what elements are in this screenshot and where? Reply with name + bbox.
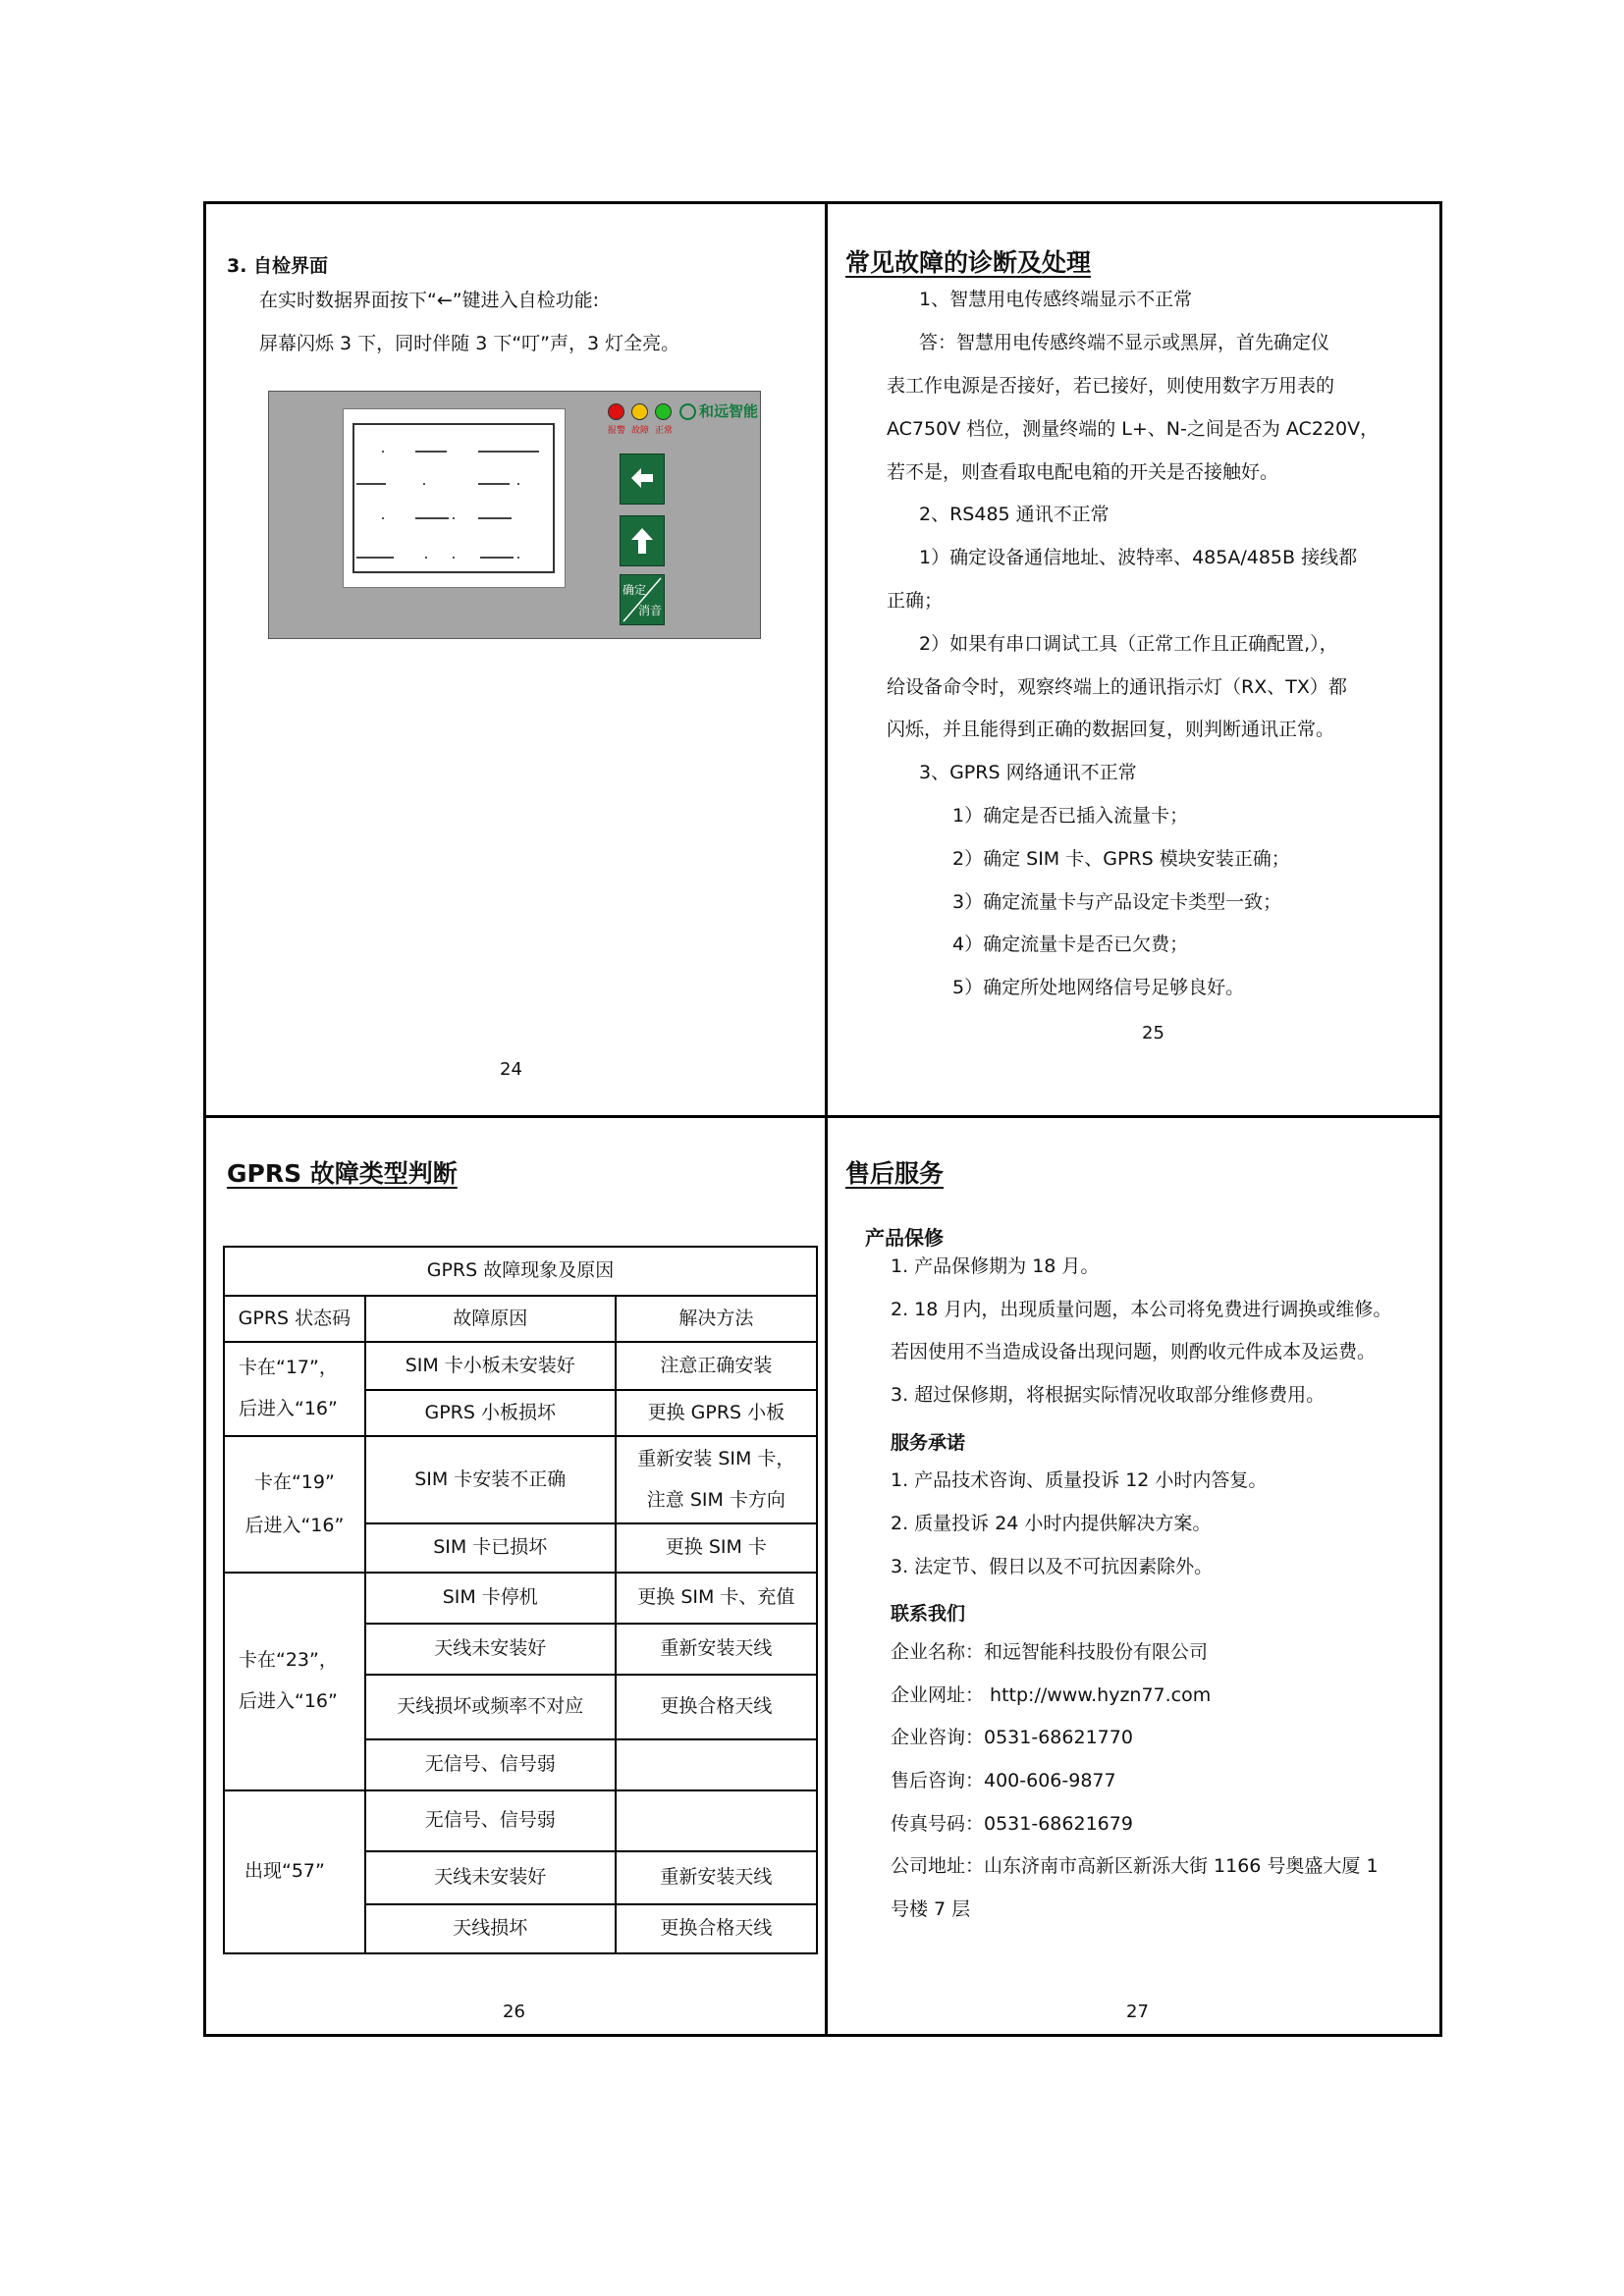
- diag-line-1: 1、智慧用电传感终端显示不正常: [919, 289, 1193, 310]
- contact-heading: 联系我们: [891, 1603, 966, 1625]
- device-panel-illustration: [268, 391, 761, 639]
- status-code-cell: 卡在“19” 后进入“16”: [224, 1436, 365, 1573]
- page-26: [206, 1118, 825, 2037]
- diag-line-4: AC750V 档位，测量终端的 L+、N-之间是否为 AC220V，: [887, 418, 1380, 440]
- cause-cell: 无信号、信号弱: [365, 1739, 616, 1790]
- normal-led-icon: [655, 403, 672, 420]
- page-number-27: 27: [1126, 2002, 1149, 2022]
- promise-line-1: 1. 产品技术咨询、质量投诉 12 小时内答复。: [891, 1469, 1268, 1491]
- table-caption: GPRS 故障现象及原因: [224, 1247, 817, 1296]
- cause-cell: SIM 卡小板未安装好: [365, 1342, 616, 1390]
- self-check-heading: 3. 自检界面: [227, 255, 329, 277]
- diag-line-2: 答：智慧用电传感终端不显示或黑屏，首先确定仪: [919, 332, 1330, 353]
- header-status-code: GPRS 状态码: [224, 1296, 365, 1342]
- table-row: [224, 1790, 817, 1851]
- led-label-fault: 故障: [631, 426, 650, 436]
- self-check-line-2: 屏幕闪烁 3 下，同时伴随 3 下“叮”声，3 灯全亮。: [259, 333, 680, 354]
- fix-cell: [616, 1739, 817, 1790]
- diag-line-8: 正确；: [887, 590, 944, 612]
- page-number-24: 24: [500, 1059, 522, 1080]
- fault-led-icon: [631, 403, 648, 420]
- page-27: [828, 1118, 1442, 2037]
- led-label-alarm: 报警: [608, 426, 626, 436]
- cause-cell: 天线未安装好: [365, 1851, 616, 1904]
- contact-inquiry-phone: 企业咨询：0531-68621770: [891, 1727, 1133, 1748]
- diag-line-12: 3、GPRS 网络通讯不正常: [919, 762, 1137, 783]
- contact-fax: 传真号码：0531-68621679: [891, 1813, 1133, 1835]
- warranty-line-1: 1. 产品保修期为 18 月。: [891, 1255, 1100, 1277]
- table-row: [224, 1436, 817, 1523]
- table-caption-row: [224, 1247, 817, 1296]
- fix-cell: 重新安装 SIM 卡， 注意 SIM 卡方向: [616, 1436, 817, 1523]
- fix-cell: 重新安装天线: [616, 1851, 817, 1904]
- promise-line-2: 2. 质量投诉 24 小时内提供解决方案。: [891, 1513, 1212, 1534]
- contact-website: 企业网址： http://www.hyzn77.com: [891, 1684, 1212, 1706]
- warranty-heading: 产品保修: [865, 1226, 944, 1250]
- service-promise-heading: 服务承诺: [891, 1432, 966, 1454]
- diag-line-15: 3）确定流量卡与产品设定卡类型一致；: [952, 891, 1282, 913]
- brand-logo: 和远智能: [679, 400, 758, 421]
- gprs-fault-table: [223, 1246, 818, 1954]
- warranty-line-4: 3. 超过保修期，将根据实际情况收取部分维修费用。: [891, 1384, 1326, 1406]
- fix-cell: 更换 SIM 卡、充值: [616, 1573, 817, 1624]
- fix-cell: 注意正确安装: [616, 1342, 817, 1390]
- page-24: [206, 204, 825, 1115]
- contact-address-line-1: 公司地址：山东济南市高新区新泺大街 1166 号奥盛大厦 1: [891, 1855, 1379, 1877]
- cause-cell: 天线未安装好: [365, 1624, 616, 1675]
- cause-cell: 无信号、信号弱: [365, 1790, 616, 1851]
- cause-cell: 天线损坏: [365, 1904, 616, 1953]
- self-check-line-1: 在实时数据界面按下“←”键进入自检功能:: [259, 290, 600, 311]
- after-sales-title: 售后服务: [845, 1159, 945, 1188]
- table-row: [224, 1342, 817, 1390]
- page-25: [828, 204, 1442, 1115]
- fix-cell: [616, 1790, 817, 1851]
- confirm-label: 确定: [623, 583, 647, 597]
- header-cause: 故障原因: [365, 1296, 616, 1342]
- up-arrow-button: [620, 515, 665, 566]
- fix-cell: 更换 GPRS 小板: [616, 1390, 817, 1436]
- diag-line-16: 4）确定流量卡是否已欠费；: [952, 934, 1189, 955]
- cause-cell: 天线损坏或频率不对应: [365, 1675, 616, 1739]
- contact-company: 企业名称：和远智能科技股份有限公司: [891, 1641, 1209, 1663]
- cause-cell: SIM 卡已损坏: [365, 1523, 616, 1573]
- gprs-fault-title: GPRS 故障类型判断: [227, 1159, 458, 1188]
- fix-cell: 更换 SIM 卡: [616, 1523, 817, 1573]
- diag-line-14: 2）确定 SIM 卡、GPRS 模块安装正确；: [952, 848, 1290, 870]
- diag-line-13: 1）确定是否已插入流量卡；: [952, 805, 1189, 827]
- confirm-mute-button: [620, 574, 665, 625]
- header-fix: 解决方法: [616, 1296, 817, 1342]
- promise-line-3: 3. 法定节、假日以及不可抗因素除外。: [891, 1556, 1214, 1577]
- cause-cell: GPRS 小板损坏: [365, 1390, 616, 1436]
- fix-cell: 更换合格天线: [616, 1675, 817, 1739]
- cause-cell: SIM 卡停机: [365, 1573, 616, 1624]
- table-row: [224, 1573, 817, 1624]
- warranty-line-2: 2. 18 月内，出现质量问题，本公司将免费进行调换或维修。: [891, 1299, 1392, 1320]
- contact-aftersales-phone: 售后咨询：400-606-9877: [891, 1770, 1116, 1791]
- status-code-cell: 卡在“17”， 后进入“16”: [224, 1342, 365, 1436]
- fix-cell: 重新安装天线: [616, 1624, 817, 1675]
- page-number-26: 26: [503, 2002, 525, 2022]
- diagnosis-title: 常见故障的诊断及处理: [845, 248, 1092, 277]
- warranty-line-3: 若因使用不当造成设备出现问题，则酌收元件成本及运费。: [891, 1341, 1377, 1362]
- contact-address-line-2: 号楼 7 层: [891, 1898, 971, 1920]
- page-number-25: 25: [1142, 1023, 1164, 1043]
- booklet-sheet: [203, 201, 1442, 2037]
- diag-line-6: 2、RS485 通讯不正常: [919, 504, 1110, 525]
- left-arrow-button: [620, 454, 665, 505]
- table-header-row: [224, 1296, 817, 1342]
- diag-line-17: 5）确定所处地网络信号足够良好。: [952, 977, 1245, 998]
- mute-label: 消音: [637, 604, 662, 617]
- fix-cell: 更换合格天线: [616, 1904, 817, 1953]
- diag-line-3: 表工作电源是否接好，若已接好，则使用数字万用表的: [887, 375, 1335, 397]
- diag-line-5: 若不是，则查看取电配电箱的开关是否接触好。: [887, 461, 1279, 483]
- diag-line-7: 1）确定设备通信地址、波特率、485A/485B 接线都: [919, 547, 1358, 568]
- logo-circle-icon: [679, 403, 696, 420]
- cause-cell: SIM 卡安装不正确: [365, 1436, 616, 1523]
- diag-line-10: 给设备命令时，观察终端上的通讯指示灯（RX、TX）都: [887, 676, 1347, 698]
- up-arrow-icon: [629, 526, 655, 556]
- left-arrow-icon: [629, 464, 655, 492]
- alarm-led-icon: [608, 403, 624, 420]
- lcd-screen: [343, 408, 566, 588]
- status-code-cell: 出现“57”: [224, 1790, 365, 1953]
- diag-line-9: 2）如果有串口调试工具（正常工作且正确配置,），: [919, 633, 1338, 655]
- led-label-normal: 正常: [655, 426, 674, 436]
- diag-line-11: 闪烁，并且能得到正确的数据回复，则判断通讯正常。: [887, 719, 1335, 740]
- status-code-cell: 卡在“23”， 后进入“16”: [224, 1573, 365, 1790]
